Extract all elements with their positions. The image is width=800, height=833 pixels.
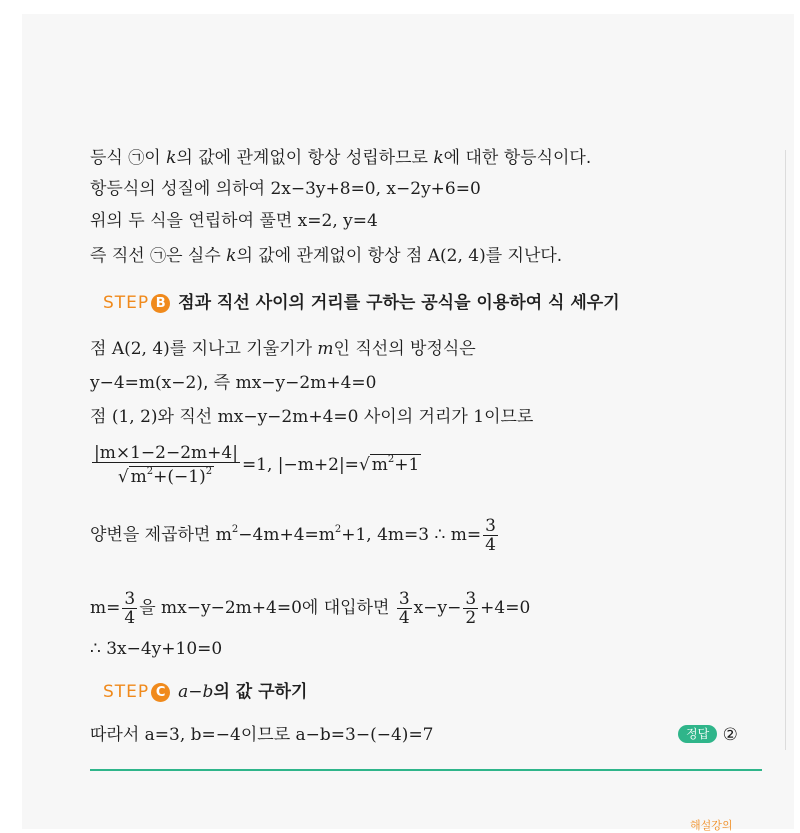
exponent: 2	[146, 466, 154, 477]
text-line-14	[90, 724, 434, 746]
math-var: m	[130, 467, 147, 487]
math-expression: =1, |−m+2|=	[241, 455, 359, 475]
fraction-denominator	[92, 463, 240, 486]
exponent: 2	[231, 524, 239, 535]
text: 이므로	[484, 407, 534, 427]
fraction-denominator: 4	[124, 607, 136, 628]
bottom-divider	[90, 769, 762, 771]
text: 를 지나고 기울기가	[169, 339, 318, 359]
math-var: m	[215, 525, 232, 545]
math-expression: +1, 4m=3 ∴ m=	[341, 525, 482, 545]
exponent: 2	[205, 466, 213, 477]
math-expression: 2x−3y+8=0, x−2y+6=0	[270, 179, 481, 199]
text: 항등식의 성질에 의하여	[90, 179, 271, 199]
fraction-numerator: 3	[124, 588, 136, 609]
math-var: m	[317, 339, 334, 359]
text-line-7	[90, 372, 376, 394]
math-expression: ∴ 3x−4y+10=0	[90, 639, 223, 659]
text: 이	[144, 148, 167, 168]
step-label: STEP	[103, 293, 150, 313]
exponent: 2	[334, 524, 342, 535]
text: 은 실수	[166, 246, 227, 266]
math-expression: +(−1)	[153, 467, 206, 487]
sqrt-sign: √	[358, 455, 370, 475]
math-expression: +4=0	[480, 598, 531, 618]
math-expression: y−4=m(x−2)	[90, 373, 203, 393]
text-line-11	[90, 586, 530, 630]
text: 이므로	[240, 725, 296, 745]
text: , 즉	[202, 373, 236, 393]
text-line-8	[90, 406, 533, 428]
answer-value: ②	[722, 725, 738, 745]
distance-formula	[90, 436, 421, 487]
fraction-numerator: 3	[398, 588, 410, 609]
text: 을	[139, 598, 162, 618]
math-var: k	[226, 246, 237, 266]
corner-label: 해설강의	[690, 819, 733, 832]
text: 에 대한 항등식이다.	[443, 148, 592, 168]
text-line-2	[90, 178, 481, 200]
exponent: 2	[387, 454, 395, 465]
step-c-heading	[103, 680, 307, 704]
math-expression: A(2, 4)	[111, 339, 170, 359]
math-expression: a=3, b=−4	[144, 725, 241, 745]
math-var: k	[433, 148, 444, 168]
step-title: 의 값 구하기	[213, 682, 308, 702]
text: 즉 직선	[90, 246, 151, 266]
fraction-numerator: |m×1−2−2m+4|	[94, 443, 238, 463]
text: 를 지난다.	[485, 246, 563, 266]
sqrt-expression	[359, 454, 421, 475]
math-expression: +1	[394, 455, 420, 475]
math-expression: mx−y−2m+4=0	[217, 407, 359, 427]
step-badge: C	[151, 683, 170, 702]
text-line-3	[90, 210, 378, 232]
text: 따라서	[90, 725, 145, 745]
math-expression: mx−y−2m+4=0	[161, 598, 302, 618]
math-expression: a−b=3−(−4)=7	[295, 725, 434, 745]
text: 양변을 제곱하면	[90, 525, 216, 545]
math-expression: m=	[90, 598, 121, 618]
text: 점	[90, 407, 112, 427]
answer	[678, 724, 738, 746]
math-expression: −4m+4=m	[238, 525, 335, 545]
math-expression: A(2, 4)	[427, 246, 486, 266]
fraction	[463, 590, 478, 627]
text: 의 값에 관계없이 항상 점	[236, 246, 428, 266]
math-expression: (1, 2)	[111, 407, 158, 427]
text: 의 값에 관계없이 항상 성립하므로	[176, 148, 434, 168]
math-expression: x−y−	[413, 598, 462, 618]
step-label: STEP	[103, 682, 150, 702]
math-var: m	[371, 455, 388, 475]
step-title-math: a−b	[178, 682, 214, 702]
math-var: k	[166, 148, 177, 168]
fraction-denominator: 4	[398, 607, 410, 628]
circled-label: ㉠	[128, 148, 145, 167]
fraction	[397, 590, 412, 627]
fraction-numerator: 3	[485, 515, 496, 536]
math-expression: x=2, y=4	[297, 211, 378, 231]
text: 인 직선의 방정식은	[333, 339, 476, 359]
answer-badge: 정답	[678, 725, 717, 743]
text: 등식	[90, 148, 129, 168]
sqrt-sign: √	[117, 467, 129, 487]
fraction-denominator: 2	[465, 607, 477, 628]
fraction	[122, 590, 137, 627]
step-b-heading	[103, 291, 620, 315]
margin-rule	[785, 150, 786, 750]
fraction-denominator: 4	[485, 534, 496, 555]
math-expression: 1	[473, 407, 485, 427]
distance-fraction	[92, 444, 240, 486]
text-line-1	[90, 147, 591, 169]
fraction	[483, 517, 498, 554]
text-line-4	[90, 245, 562, 267]
text-line-6	[90, 338, 476, 360]
circled-label: ㉠	[150, 246, 167, 265]
step-badge: B	[151, 294, 170, 313]
math-expression: mx−y−2m+4=0	[235, 373, 377, 393]
text: 에 대입하면	[301, 598, 395, 618]
text-line-12	[90, 638, 222, 660]
text: 위의 두 식을 연립하여 풀면	[90, 211, 298, 231]
text-line-10	[90, 508, 500, 555]
step-title: 점과 직선 사이의 거리를 구하는 공식을 이용하여 식 세우기	[178, 293, 620, 313]
text: 사이의 거리가	[358, 407, 474, 427]
fraction-numerator: 3	[465, 588, 477, 609]
text: 점	[90, 339, 112, 359]
text: 와 직선	[157, 407, 218, 427]
